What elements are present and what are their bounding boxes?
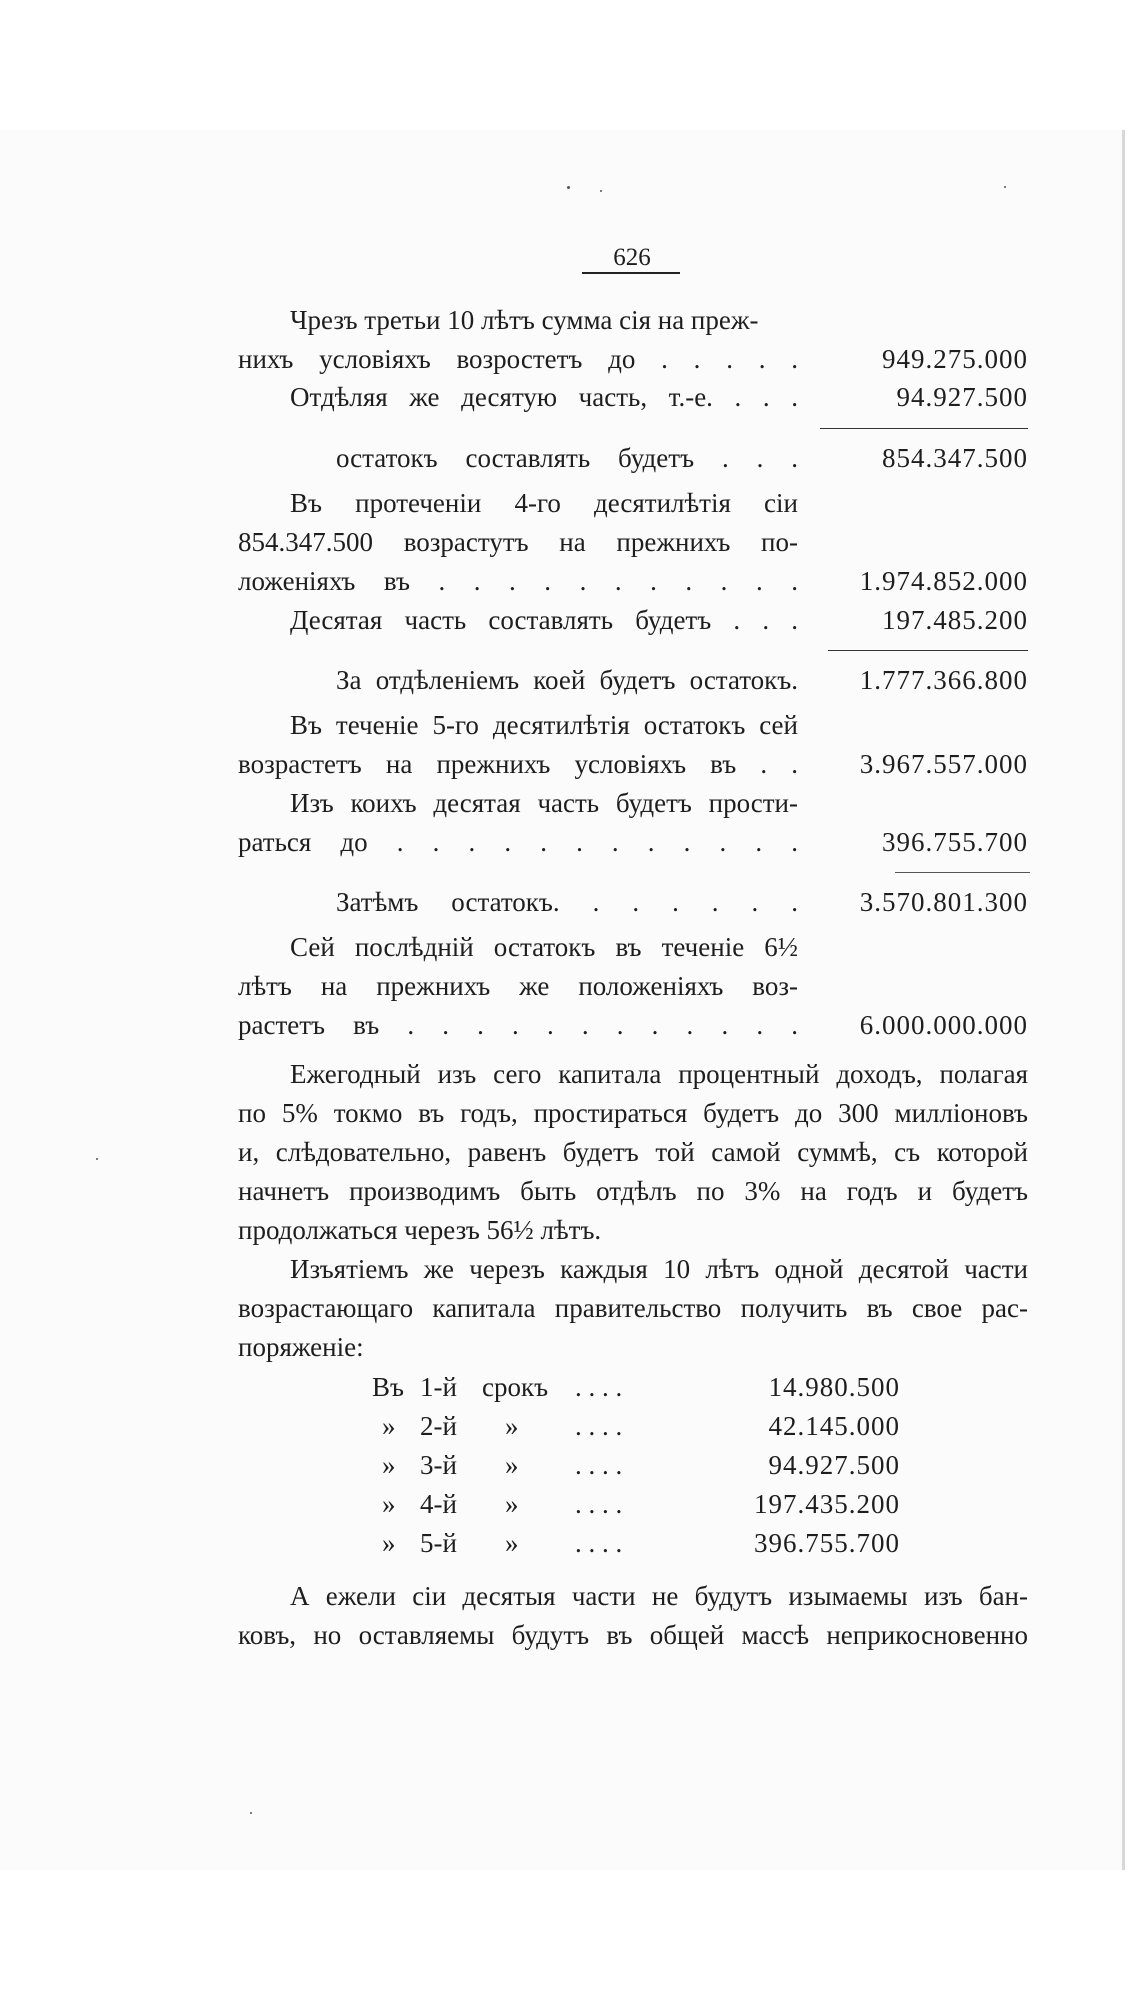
line-4: остатокъ составлять будетъ . . . <box>336 443 798 473</box>
list-word: » <box>505 1528 519 1558</box>
para1-line-2: по 5% токмо въ годъ, простираться будетъ до 300 милліоновъ <box>238 1098 1028 1128</box>
line-16: лѣтъ на прежнихъ же положеніяхъ воз- <box>238 971 798 1001</box>
line-9: За отдѣленіемъ коей будетъ остатокъ. <box>336 665 798 695</box>
list-leader: . . . . <box>575 1528 623 1558</box>
para1-line-4: начнетъ производимъ быть отдѣлъ по 3% на годъ и будетъ <box>238 1176 1028 1206</box>
amount-1: 949.275.000 <box>882 344 1028 374</box>
list-amount: 42.145.000 <box>768 1411 900 1441</box>
para1-line-5: продолжаться черезъ 56½ лѣтъ. <box>238 1215 602 1245</box>
line-14: Затѣмъ остатокъ. . . . . . . <box>336 887 798 917</box>
para1-line-1: Ежегодный изъ сего капитала процентный доходъ, полагая <box>290 1059 1028 1089</box>
page-number: 626 <box>613 244 651 271</box>
line-1: Чрезъ третьи 10 лѣтъ сумма сія на преж- <box>290 305 759 335</box>
scan-speck <box>96 1158 98 1160</box>
list-term: 4-й <box>420 1489 457 1519</box>
line-10: Въ теченіе 5-го десятилѣтія остатокъ сей <box>290 710 798 740</box>
list-word: » <box>505 1411 519 1441</box>
line-13: раться до . . . . . . . . . . . . <box>238 827 798 857</box>
list-amount: 396.755.700 <box>754 1528 900 1558</box>
amount-4: 1.974.852.000 <box>859 566 1028 596</box>
list-word: » <box>505 1450 519 1480</box>
line-2: нихъ условіяхъ возростетъ до . . . . . <box>238 344 798 374</box>
list-amount: 14.980.500 <box>768 1372 900 1402</box>
line-8: Десятая часть составлять будетъ . . . <box>290 605 798 635</box>
para2-line-1: Изъятіемъ же черезъ каждыя 10 лѣтъ одной десятой части <box>290 1254 1028 1284</box>
line-11: возрастетъ на прежнихъ условіяхъ въ . . <box>238 749 798 779</box>
list-prefix: » <box>382 1489 396 1519</box>
list-term: 5-й <box>420 1528 457 1558</box>
list-prefix: Въ <box>372 1372 404 1402</box>
list-leader: . . . . <box>575 1372 623 1402</box>
line-5: Въ протеченіи 4-го десятилѣтія сіи <box>290 488 798 518</box>
list-prefix: » <box>382 1411 396 1441</box>
list-prefix: » <box>382 1450 396 1480</box>
amount-8: 396.755.700 <box>882 827 1028 857</box>
amount-6: 1.777.366.800 <box>859 665 1028 695</box>
list-leader: . . . . <box>575 1411 623 1441</box>
sum-rule <box>820 428 1028 429</box>
sum-rule <box>895 872 1030 873</box>
line-15: Сей послѣдній остатокъ въ теченіе 6½ <box>290 932 798 962</box>
para2-line-3: поряженіе: <box>238 1332 364 1362</box>
para2-line-2: возрастающаго капитала правительство получить въ свое рас- <box>238 1293 1028 1323</box>
line-17: растетъ въ . . . . . . . . . . . . <box>238 1010 798 1040</box>
para3-line-1: А ежели сіи десятыя части не будутъ изымаемы изъ бан- <box>290 1581 1028 1611</box>
scan-speck <box>567 186 570 189</box>
amount-10: 6.000.000.000 <box>859 1010 1028 1040</box>
list-leader: . . . . <box>575 1450 623 1480</box>
line-3: Отдѣляя же десятую часть, т.-е. . . . <box>290 382 798 412</box>
amount-7: 3.967.557.000 <box>859 749 1028 779</box>
list-term: 3-й <box>420 1450 457 1480</box>
amount-9: 3.570.801.300 <box>859 887 1028 917</box>
amount-2: 94.927.500 <box>896 382 1028 412</box>
amount-3: 854.347.500 <box>882 443 1028 473</box>
list-amount: 94.927.500 <box>768 1450 900 1480</box>
para1-line-3: и, слѣдовательно, равенъ будетъ той самой суммѣ, съ которой <box>238 1137 1028 1167</box>
list-leader: . . . . <box>575 1489 623 1519</box>
scan-speck <box>600 190 602 192</box>
list-amount: 197.435.200 <box>754 1489 900 1519</box>
scan-speck <box>250 1812 252 1814</box>
list-word: » <box>505 1489 519 1519</box>
line-7: ложеніяхъ въ . . . . . . . . . . . <box>238 566 798 596</box>
scan-speck <box>1004 186 1006 188</box>
list-prefix: » <box>382 1528 396 1558</box>
list-term: 1-й <box>420 1372 457 1402</box>
amount-5: 197.485.200 <box>882 605 1028 635</box>
para3-line-2: ковъ, но оставляемы будутъ въ общей массѣ неприкосновенно <box>238 1620 1028 1650</box>
page-number-rule <box>582 272 680 274</box>
line-12: Изъ коихъ десятая часть будетъ прости- <box>290 788 798 818</box>
list-term: 2-й <box>420 1411 457 1441</box>
line-6: 854.347.500 возрастутъ на прежнихъ по- <box>238 527 798 557</box>
list-word: срокъ <box>482 1372 549 1402</box>
sum-rule <box>828 650 1028 651</box>
